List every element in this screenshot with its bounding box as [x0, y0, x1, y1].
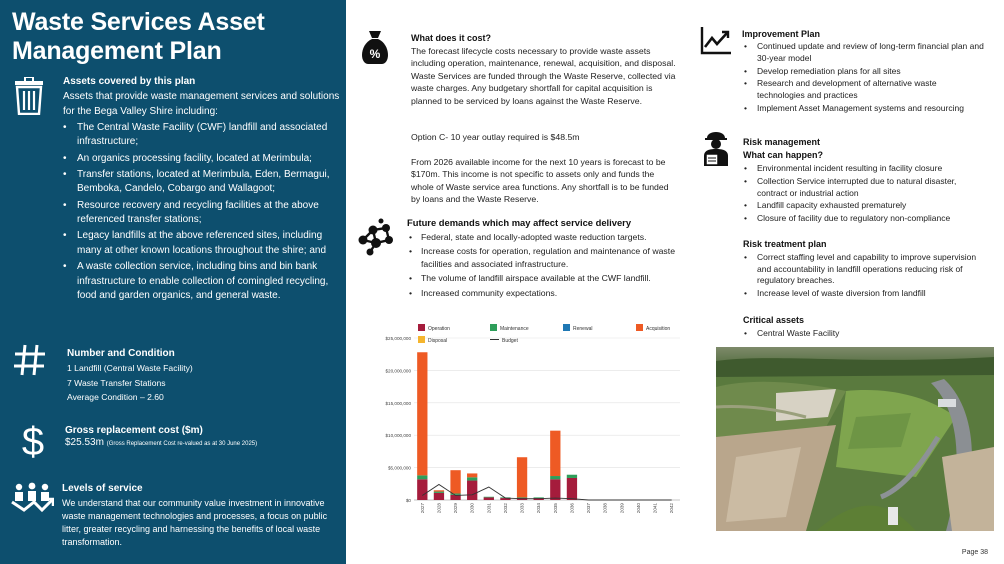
legend-label: Maintenance	[500, 326, 529, 332]
x-tick-label: 2042	[669, 503, 675, 514]
list-item: • Landfill capacity exhausted prematurely	[742, 200, 988, 212]
money-bag-icon	[358, 29, 392, 70]
list-item: • Federal, state and locally-adopted waste reduction targets.	[407, 231, 682, 243]
gross-value-row	[65, 437, 343, 448]
hash-icon	[12, 342, 48, 383]
cost-para-2: Option C- 10 year outlay required is $48.5m	[411, 132, 580, 142]
levels-text: We understand that our community value investment in innovative waste management technologies and processes, a focus on public litter, greater recycling and harnessing the benefits of local waste transformation.	[62, 498, 328, 547]
number-line-3: Average Condition – 2.60	[67, 392, 164, 402]
assets-list	[63, 121, 341, 304]
lifecycle-cost-chart	[370, 318, 690, 520]
bar-operation	[467, 481, 477, 500]
people-icon	[10, 482, 54, 521]
list-item: • Closure of facility due to regulatory non-compliance	[742, 213, 988, 225]
y-tick-label: $25,000,000	[385, 336, 411, 341]
trash-bin-icon	[14, 77, 44, 120]
svg-text:%: %	[369, 47, 381, 61]
bar-acquisition	[467, 473, 477, 477]
bar-acquisition	[417, 352, 427, 475]
x-tick-label: 2039	[619, 503, 625, 514]
risk-heading: Risk management	[743, 137, 821, 147]
future-heading: Future demands which may affect service delivery	[407, 217, 632, 228]
assets-section	[63, 76, 341, 304]
worker-icon	[700, 128, 734, 173]
bar-maintenance	[534, 497, 544, 498]
x-tick-label: 2034	[536, 503, 542, 514]
x-tick-label: 2029	[453, 503, 459, 514]
list-item: • Implement Asset Management systems and resourcing	[742, 103, 986, 115]
x-tick-label: 2036	[569, 503, 575, 514]
legend-label: Disposal	[428, 338, 448, 344]
number-line-1: 1 Landfill (Central Waste Facility)	[67, 363, 193, 373]
list-item: • Environmental incident resulting in facility closure	[742, 163, 988, 175]
y-tick-label: $0	[405, 498, 411, 503]
assets-heading: Assets covered by this plan	[63, 76, 196, 87]
y-tick-label: $5,000,000	[388, 465, 411, 471]
list-item: • A waste collection service, including bins and bin bank infrastructure to enable collection of comingled recycling, food and garden organics, and general waste.	[63, 260, 341, 304]
cost-heading: What does it cost?	[411, 33, 492, 43]
list-item: • Increase level of waste diversion from landfill	[742, 288, 986, 300]
risk-list	[742, 163, 988, 226]
cost-para-3: From 2026 available income for the next 10 years is forecast to be $170m. This income is not specific to assets only and funds the whole of Waste service area functions. Any shortfall is to be funded by loans and the Waste Reserve.	[411, 157, 669, 205]
x-tick-label: 2033	[519, 503, 525, 514]
bar-operation	[484, 497, 494, 500]
list-item: • Transfer stations, located at Merimbula, Eden, Bermagui, Bemboka, Candelo, Cobargo and Wallagoot;	[63, 168, 341, 197]
legend-label: Operation	[428, 326, 450, 332]
bar-acquisition	[550, 431, 560, 476]
legend-swatch	[636, 324, 643, 331]
y-tick-label: $15,000,000	[385, 400, 411, 406]
dollar-icon	[20, 418, 46, 467]
bar-maintenance	[417, 475, 427, 479]
legend-swatch	[418, 324, 425, 331]
critical-list	[742, 328, 986, 341]
bar-maintenance	[450, 494, 460, 495]
page-title: Waste Services Asset Management Plan	[12, 8, 265, 65]
list-item: • Resource recovery and recycling facilities at the above referenced transfer stations;	[63, 199, 341, 228]
bar-operation	[550, 479, 560, 500]
legend-label: Budget	[502, 338, 518, 344]
list-item: • The volume of landfill airspace available at the CWF landfill.	[407, 272, 682, 284]
bar-operation	[567, 478, 577, 500]
list-item: • Develop remediation plans for all sites	[742, 66, 986, 78]
improve-heading: Improvement Plan	[742, 29, 821, 39]
gross-heading: Gross replacement cost ($m)	[65, 425, 203, 436]
legend-label: Acquisition	[646, 326, 671, 332]
x-tick-label: 2027	[419, 503, 425, 514]
left-panel	[0, 0, 346, 564]
bar-maintenance	[467, 477, 477, 480]
treatment-list	[742, 252, 986, 301]
number-heading: Number and Condition	[67, 348, 175, 359]
bar-maintenance	[567, 475, 577, 478]
list-item: • Correct staffing level and capability to improve supervision and accountability in landfill operations reducing risk of regulatory breaches.	[742, 252, 986, 287]
gross-note: (Gross Replacement Cost re-valued as at 30 June 2025)	[106, 441, 258, 447]
gross-cost-section	[65, 425, 343, 448]
x-tick-label: 2030	[469, 503, 475, 514]
list-item: • Research and development of alternative waste technologies and practices	[742, 78, 986, 101]
list-item: • An organics processing facility, located at Merimbula;	[63, 152, 341, 167]
x-tick-label: 2041	[652, 503, 658, 514]
x-tick-label: 2028	[436, 503, 442, 514]
list-item: • Increase costs for operation, regulation and maintenance of waste facilities and associated infrastructure.	[407, 245, 682, 270]
chart-svg	[370, 318, 690, 520]
future-list	[407, 231, 682, 301]
list-item: • Legacy landfills at the above referenced sites, including many at other known locations throughout the shire; and	[63, 229, 341, 258]
x-tick-label: 2035	[552, 503, 558, 514]
gross-value: $25.53m	[65, 437, 104, 448]
critical-heading: Critical assets	[743, 315, 805, 325]
bar-acquisition	[450, 470, 460, 493]
bar-maintenance	[550, 476, 560, 479]
x-tick-label: 2031	[486, 503, 492, 514]
legend-swatch	[418, 336, 425, 343]
bar-operation	[434, 493, 444, 500]
number-line-2: 7 Waste Transfer Stations	[67, 377, 166, 388]
bar-maintenance	[517, 497, 527, 498]
x-tick-label: 2038	[602, 503, 608, 514]
x-tick-label: 2040	[635, 503, 641, 514]
improve-list	[742, 41, 986, 116]
svg-text:$: $	[21, 420, 45, 462]
page-number: Page 38	[961, 549, 988, 556]
list-item: • Continued update and review of long-term financial plan and 30-year model	[742, 41, 986, 64]
bar-operation	[417, 479, 427, 500]
list-item: • Collection Service interrupted due to natural disaster, contract or industrial action	[742, 176, 988, 199]
y-tick-label: $10,000,000	[385, 433, 411, 439]
list-item: • Increased community expectations.	[407, 287, 682, 299]
levels-heading: Levels of service	[62, 483, 143, 494]
legend-swatch	[563, 324, 570, 331]
list-item: • Central Waste Facility	[742, 328, 986, 340]
assets-intro: Assets that provide waste management services and solutions for the Bega Valley Shire including:	[63, 91, 340, 117]
cost-para-1: The forecast lifecycle costs necessary to provide waste assets including operation, maintenance, renewal, acquisition, and disposal. Waste Services are funded through the Waste Reserve, collected via waste charges. Any budgetary shortfall for capital acquisition is planned to be serviced by loans against the Waste Reserve.	[411, 46, 676, 106]
number-condition-section	[67, 348, 337, 405]
levels-service-section	[62, 483, 332, 549]
x-tick-label: 2032	[502, 503, 508, 514]
risk-subheading: What can happen?	[743, 150, 824, 160]
legend-swatch	[490, 324, 497, 331]
bar-acquisition	[434, 490, 444, 491]
bar-maintenance	[434, 492, 444, 493]
bar-maintenance	[484, 497, 494, 498]
legend-label: Renewal	[573, 326, 593, 332]
bar-acquisition	[517, 457, 527, 497]
y-tick-label: $20,000,000	[385, 368, 411, 374]
landfill-aerial-photo	[716, 347, 994, 531]
x-tick-label: 2037	[586, 503, 592, 514]
trend-chart-icon	[700, 25, 732, 60]
network-icon	[356, 218, 396, 261]
list-item: • The Central Waste Facility (CWF) landfill and associated infrastructure;	[63, 121, 341, 150]
treatment-heading: Risk treatment plan	[743, 239, 827, 249]
